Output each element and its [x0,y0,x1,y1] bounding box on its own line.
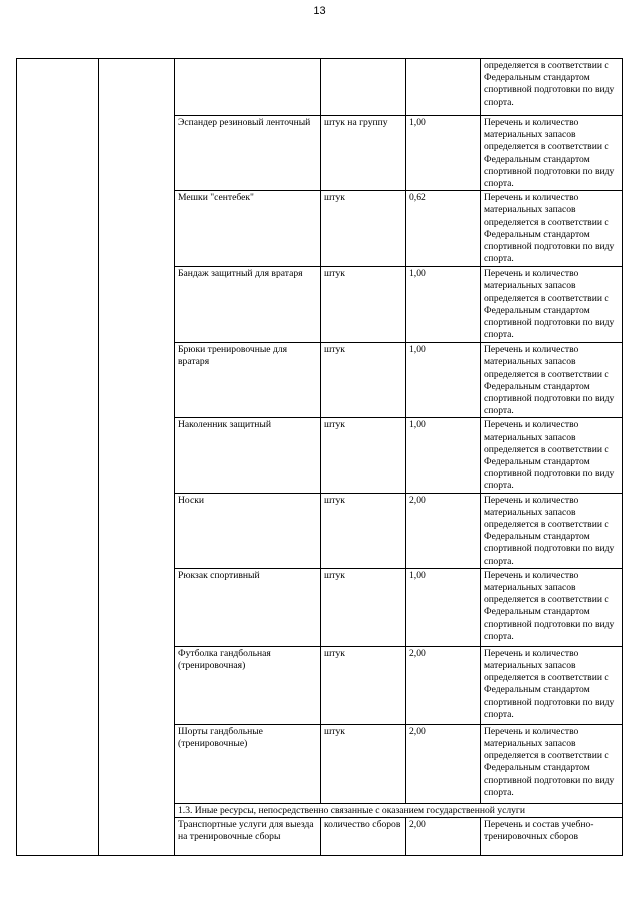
resources-table [16,58,623,856]
resource-name-cell: Наколенник защитный [175,418,321,493]
note-cell: Перечень и количество материальных запасов определяется в соответствии с Федеральным стандартом спортивной подготовки по виду спорта. [481,646,623,724]
section-heading: 1.3. Иные ресурсы, непосредственно связанные с оказанием государственной услуги [175,803,623,817]
resource-name-cell: Шорты гандбольные (тренировочные) [175,724,321,803]
note-cell: Перечень и количество материальных запасов определяется в соответствии с Федеральным стандартом спортивной подготовки по виду спорта. [481,724,623,803]
resource-name-cell: Носки [175,493,321,568]
resource-name-cell: Эспандер резиновый ленточный [175,116,321,191]
quantity-cell: 1,00 [406,267,481,343]
resource-name-cell: Брюки тренировочные для вратаря [175,343,321,418]
quantity-cell: 2,00 [406,646,481,724]
blank-column-1 [17,59,99,856]
note-cell: Перечень и количество материальных запасов определяется в соответствии с Федеральным стандартом спортивной подготовки по виду спорта. [481,267,623,343]
quantity-cell: 1,00 [406,418,481,493]
quantity-cell: 1,00 [406,116,481,191]
blank-column-2 [99,59,175,856]
note-cell: Перечень и количество материальных запасов определяется в соответствии с Федеральным стандартом спортивной подготовки по виду спорта. [481,493,623,568]
note-cell: Перечень и количество материальных запасов определяется в соответствии с Федеральным стандартом спортивной подготовки по виду спорта. [481,343,623,418]
resource-name-cell: Футболка гандбольная (тренировочная) [175,646,321,724]
quantity-cell: 0,62 [406,191,481,267]
unit-cell: штук [321,191,406,267]
unit-cell: штук [321,343,406,418]
note-cell: Перечень и количество материальных запасов определяется в соответствии с Федеральным стандартом спортивной подготовки по виду спорта. [481,568,623,646]
note-cell: Перечень и количество материальных запасов определяется в соответствии с Федеральным стандартом спортивной подготовки по виду спорта. [481,418,623,493]
quantity-cell: 2,00 [406,493,481,568]
unit-cell: штук [321,646,406,724]
unit-cell: штук [321,724,406,803]
resource-name-cell: Транспортные услуги для выезда на тренировочные сборы [175,818,321,856]
quantity-cell [406,59,481,116]
quantity-cell: 2,00 [406,724,481,803]
unit-cell: штук на группу [321,116,406,191]
unit-cell: количество сборов [321,818,406,856]
unit-cell: штук [321,267,406,343]
note-cell: Перечень и состав учебно-тренировочных сборов [481,818,623,856]
table-row-continued [17,59,623,116]
note-cell: Перечень и количество материальных запасов определяется в соответствии с Федеральным стандартом спортивной подготовки по виду спорта. [481,116,623,191]
note-cell: определяется в соответствии с Федеральным стандартом спортивной подготовки по виду спорта. [481,59,623,116]
unit-cell [321,59,406,116]
resource-name-cell: Мешки "сентебек" [175,191,321,267]
quantity-cell: 1,00 [406,568,481,646]
resource-name-cell: Рюкзак спортивный [175,568,321,646]
unit-cell: штук [321,493,406,568]
resource-name-cell [175,59,321,116]
quantity-cell: 2,00 [406,818,481,856]
unit-cell: штук [321,568,406,646]
quantity-cell: 1,00 [406,343,481,418]
resource-name-cell: Бандаж защитный для вратаря [175,267,321,343]
unit-cell: штук [321,418,406,493]
page-number: 13 [313,5,326,17]
note-cell: Перечень и количество материальных запасов определяется в соответствии с Федеральным стандартом спортивной подготовки по виду спорта. [481,191,623,267]
